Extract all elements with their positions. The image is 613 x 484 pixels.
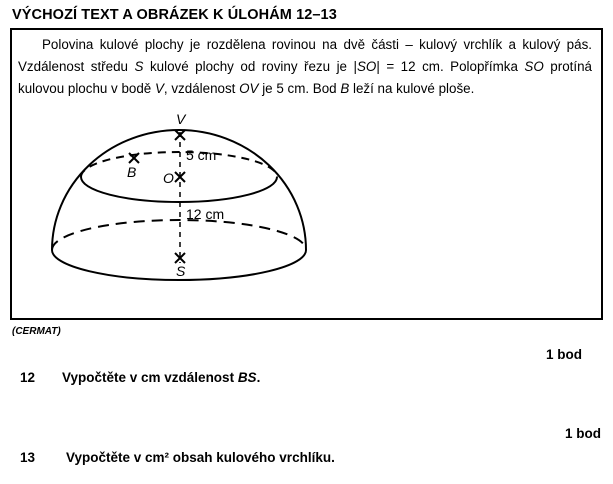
cut-ellipse-back	[81, 152, 277, 177]
cut-ellipse-front	[81, 177, 277, 202]
task-12-number: 12	[20, 370, 36, 385]
task-12-points: 1 bod	[546, 347, 582, 362]
task-12-variable: BS	[237, 370, 257, 385]
distance-SO-label: 12 cm	[186, 206, 225, 222]
label-V: V	[176, 111, 186, 127]
task-12: 12 Vypočtěte v cm vzdálenost BS.	[20, 370, 261, 385]
task-13-number: 13	[20, 450, 36, 465]
point-V-marker	[175, 130, 185, 140]
label-S: S	[176, 263, 186, 279]
label-O: O	[163, 170, 174, 186]
section-heading: VÝCHOZÍ TEXT A OBRÁZEK K ÚLOHÁM 12–13	[12, 7, 337, 23]
task-13-text: Vypočtěte v cm² obsah kulového vrchlíku.	[66, 450, 335, 465]
intro-lead: Polovina kulové plochy je rozdělena rovinou na dvě části – kulový vrchlík a kulový pás.	[42, 37, 592, 52]
base-ellipse-back	[52, 220, 306, 250]
distance-OV-label: 5 cm	[186, 147, 217, 163]
hemisphere-outline	[52, 130, 306, 250]
task-13	[20, 450, 335, 465]
task-12-text: Vypočtěte v cm vzdálenost	[62, 370, 238, 385]
label-B: B	[127, 164, 137, 180]
task-13-points: 1 bod	[565, 426, 601, 441]
intro-paragraph: Polovina kulové plochy je rozdělena rovinou na dvě části – kulový vrchlík a kulový pás. Vzdálenost středu S kulové plochy od roviny řezu je |SO| = 12 cm. Polopřímka SO protíná kulovou plochu v bodě V, vzdálenost OV je 5 cm. Bod B leží na kulové ploše.	[18, 37, 592, 96]
source-credit: (CERMAT)	[12, 326, 61, 337]
